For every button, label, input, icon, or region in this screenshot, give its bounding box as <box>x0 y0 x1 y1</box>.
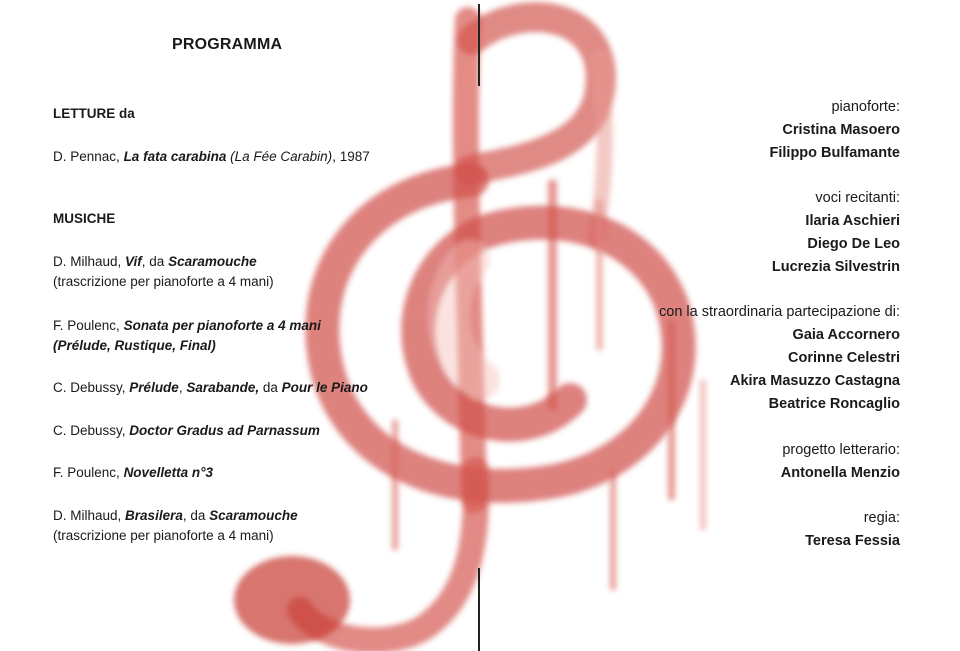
credit-role: regia: <box>863 510 900 526</box>
musiche-item: D. Milhaud, Brasilera, da Scaramouche (trascrizione per pianoforte a 4 mani) <box>53 508 298 543</box>
musiche-item: F. Poulenc, Sonata per pianoforte a 4 mani (Prélude, Rustique, Final) <box>53 318 321 353</box>
bottom-divider <box>478 568 480 651</box>
letture-item: D. Pennac, La fata carabina (La Fée Carabin), 1987 <box>53 149 370 164</box>
credit-role: voci recitanti: <box>815 190 900 206</box>
credit-name: Lucrezia Silvestrin <box>771 259 900 275</box>
musiche-item: C. Debussy, Prélude, Sarabande, da Pour le Piano <box>53 380 368 395</box>
credit-group-regia <box>480 507 900 553</box>
musiche-item: F. Poulenc, Novelletta n°3 <box>53 465 213 480</box>
credit-group-partecipazione <box>480 301 900 416</box>
credit-role: pianoforte: <box>831 99 900 115</box>
credit-name: Filippo Bulfamante <box>769 145 900 161</box>
credit-group-progetto <box>480 439 900 485</box>
credit-name: Gaia Accornero <box>792 327 900 343</box>
credit-name: Akira Masuzzo Castagna <box>729 373 900 389</box>
credit-name: Cristina Masoero <box>782 122 900 138</box>
credit-name: Diego De Leo <box>807 236 900 252</box>
musiche-item: C. Debussy, Doctor Gradus ad Parnassum <box>53 423 320 438</box>
musiche-item: D. Milhaud, Vif, da Scaramouche (trascrizione per pianoforte a 4 mani) <box>53 254 274 289</box>
credit-group-voci <box>480 187 900 279</box>
credit-name: Teresa Fessia <box>805 533 900 549</box>
musiche-heading: MUSICHE <box>53 211 116 226</box>
credit-role: progetto letterario: <box>782 442 900 458</box>
credit-name: Antonella Menzio <box>780 465 900 481</box>
credit-name: Beatrice Roncaglio <box>768 396 900 412</box>
credit-group-pianoforte <box>480 96 900 165</box>
top-divider <box>478 4 480 86</box>
page-title: PROGRAMMA <box>172 36 283 53</box>
letture-heading: LETTURE da <box>53 106 135 121</box>
credit-name: Corinne Celestri <box>788 350 900 366</box>
credit-name: Ilaria Aschieri <box>805 213 900 229</box>
credit-role: con la straordinaria partecipazione di: <box>659 304 900 320</box>
